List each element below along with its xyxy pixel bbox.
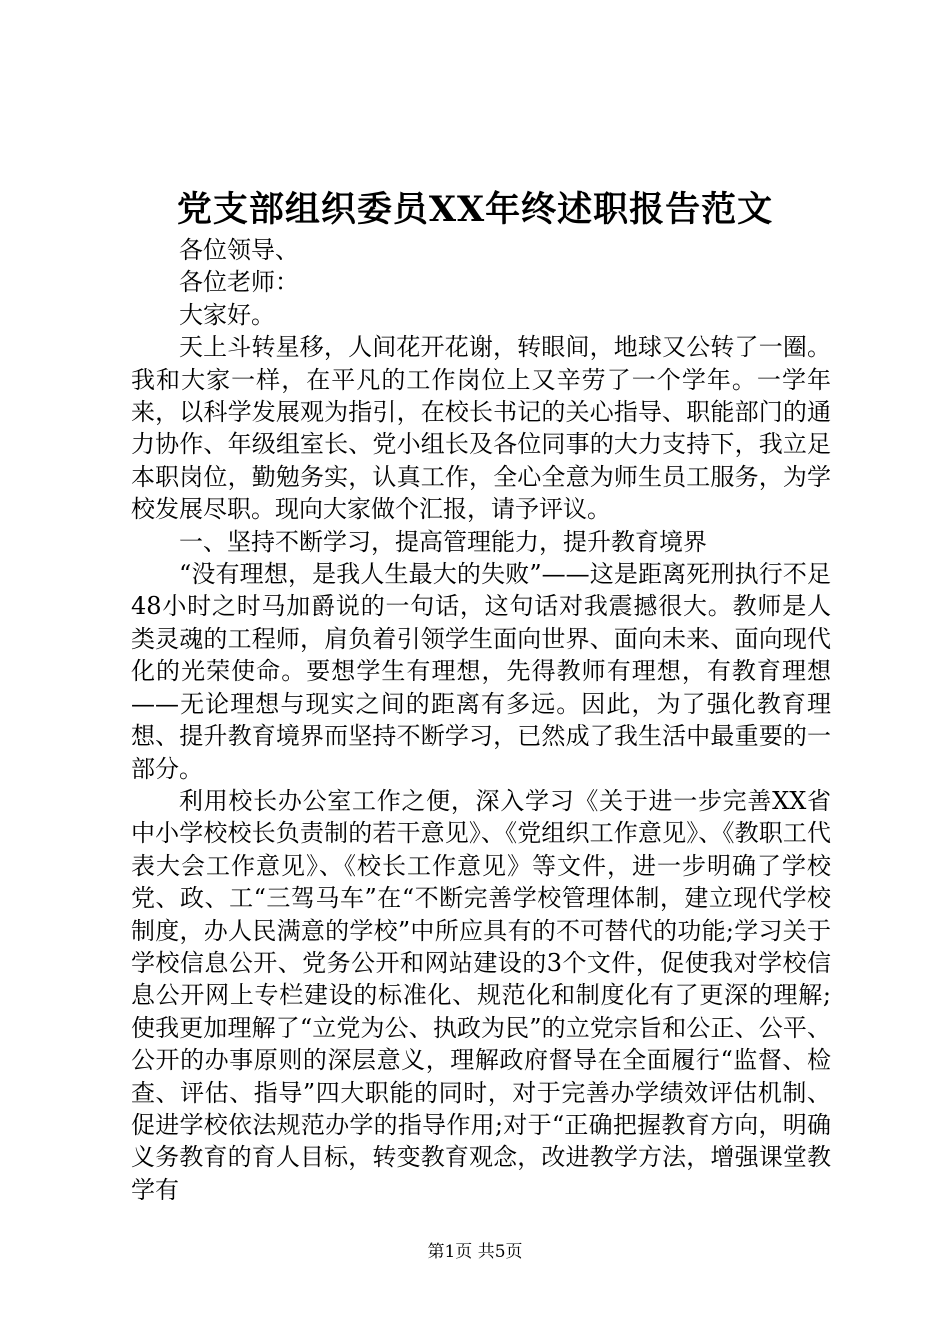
document-title: 党支部组织委员XX年终述职报告范文 [176,189,774,230]
section-heading-1: 一、坚持不断学习，提高管理能力，提升教育境界 [179,527,707,556]
document-body [131,234,831,1206]
intro-paragraph: 天上斗转星移，人间花开花谢，转眼间，地球又公转了一圈。我和大家一样，在平凡的工作岗位上又辛劳了一个学年。一学年来，以科学发展观为指引，在校长书记的关心指导、职能部门的通力协作、年级组室长、党小组长及各位同事的大力支持下，我立足本职岗位，勤勉务实，认真工作，全心全意为师生员工服务，为学校发展尽职。现向大家做个汇报，请予评议。 [131,333,831,524]
greeting: 大家好。 [179,300,275,329]
page-number-footer: 第1页 共5页 [427,1242,523,1262]
salutation-leaders: 各位领导、 [179,236,299,264]
salutation-teachers: 各位老师： [179,268,299,297]
body-paragraph: “没有理想，是我人生最大的失败”——这是距离死刑执行不足48小时之时马加爵说的一句话，这句话对我震撼很大。教师是人类灵魂的工程师，肩负着引领学生面向世界、面向未来、面向现代化的光荣使命。要想学生有理想，先得教师有理想，有教育理想——无论理想与现实之间的距离有多远。因此，为了强化教育理想、提升教育境界而坚持不断学习，已然成了我生活中最重要的一部分。 [131,560,831,783]
body-paragraph: 利用校长办公室工作之便，深入学习《关于进一步完善XX省中小学校校长负责制的若干意见》、《党组织工作意见》、《教职工代表大会工作意见》、《校长工作意见》等文件，进一步明确了学校党、政、工“三驾马车”在“不断完善学校管理体制，建立现代学校制度，办人民满意的学校”中所应具有的不可替代的功能;学习关于学校信息公开、党务公开和网站建设的3个文件，促使我对学校信息公开网上专栏建设的标准化、规范化和制度化有了更深的理解;使我更加理解了“立党为公、执政为民”的立党宗旨和公正、公平、公开的办事原则的深层意义，理解政府督导在全面履行“监督、检查、评估、指导”四大职能的同时，对于完善办学绩效评估机制、促进学校依法规范办学的指导作用;对于“正确把握教育方向，明确义务教育的育人目标，转变教育观念，改进教学方法，增强课堂教学有 [131,786,831,1204]
